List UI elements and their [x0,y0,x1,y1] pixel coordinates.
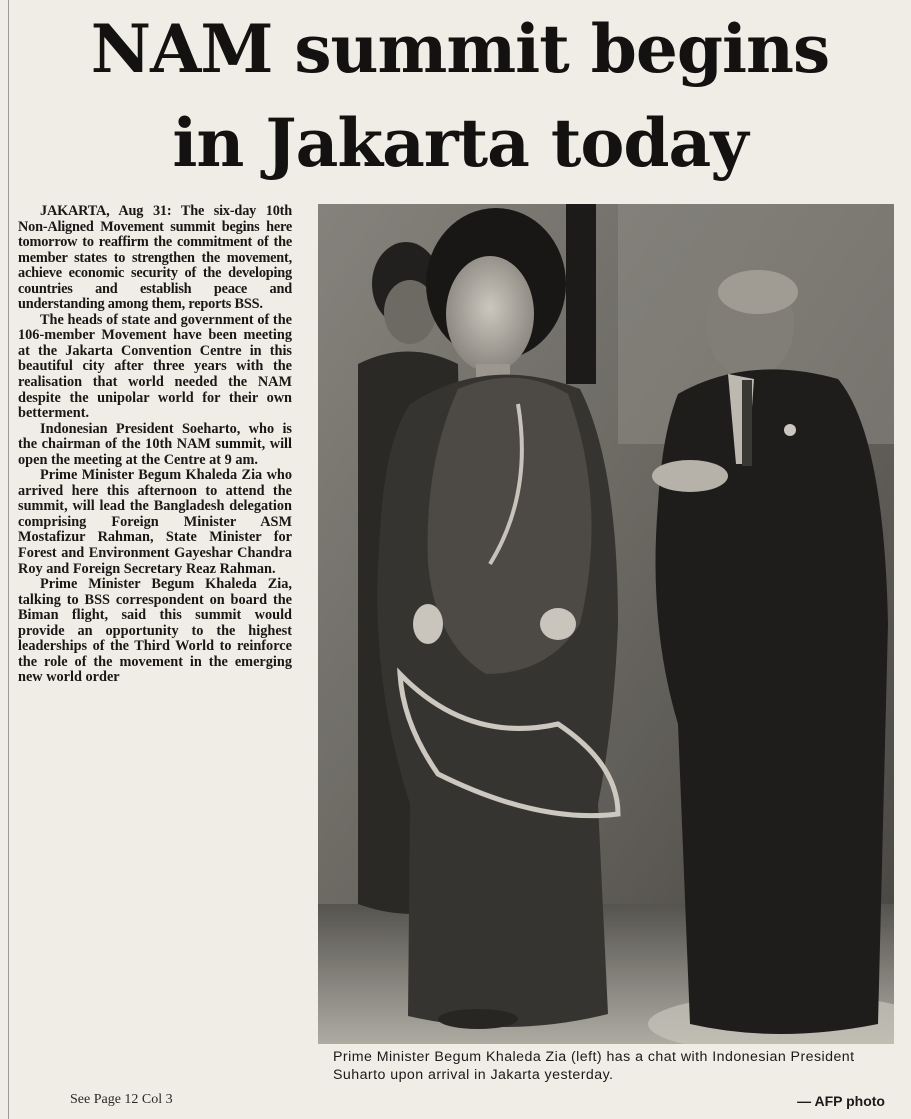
article-body [18,204,292,686]
article-paragraph-3: Indonesian President Soeharto, who is the chairman of the 10th NAM summit, will open the meeting at the Centre at 9 am. [18,420,292,468]
photo-illustration [318,204,894,1044]
photo-credit: — AFP photo [797,1093,885,1109]
headline [20,2,900,190]
continuation-note: See Page 12 Col 3 [70,1092,173,1107]
news-photo [318,204,894,1044]
page-edge-line [8,0,9,1119]
photo-caption: Prime Minister Begum Khaleda Zia (left) has a chat with Indonesian President Suharto upon arrival in Jakarta yesterday. [333,1049,855,1083]
article-paragraph-4: Prime Minister Begum Khaleda Zia who arrived here this afternoon to attend the summit, will lead the Bangladesh delegation comprising Foreign Minister ASM Mostafizur Rahman, State Minister for Forest and Environment Gayeshar Chandra Roy and Foreign Secretary Reaz Rahman. [18,467,292,577]
article-paragraph-5: Prime Minister Begum Khaleda Zia, talking to BSS correspondent on board the Biman flight, said this summit would provide an opportunity to the highest leaderships of the Third World to reinforce the role of the movement in the emerging new world order [18,576,292,686]
article-paragraph-2: The heads of state and government of the 106-member Movement have been meeting at the Jakarta Convention Centre in this beautiful city after three years with the realisation that world needed the NAM despite the unipolar world for their own betterment. [18,311,292,422]
article-paragraph-1: JAKARTA, Aug 31: The six-day 10th Non-Aligned Movement summit begins here tomorrow to reaffirm the commitment of the member states to strengthen the movement, achieve economic security of the developing countries and establish peace and understanding among them, reports BSS. [18,203,292,313]
headline-line-1: NAM summit begins [90,10,830,88]
headline-line-2: in Jakarta today [172,104,748,182]
